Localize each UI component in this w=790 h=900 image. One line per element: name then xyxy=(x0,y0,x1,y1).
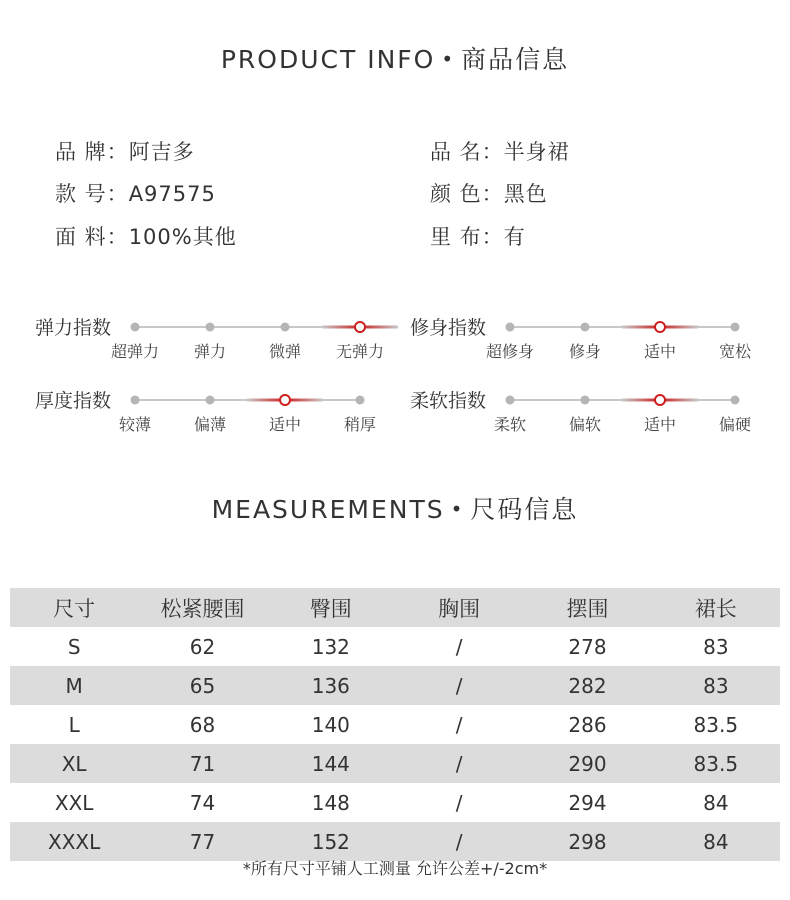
scale-tick-label: 修身 xyxy=(568,342,602,361)
cell-hip: 132 xyxy=(311,634,350,659)
info-brand xyxy=(55,136,195,166)
cell-size: XL xyxy=(10,744,138,783)
scale-tick-dot xyxy=(581,323,590,332)
info-style-number xyxy=(55,178,216,208)
cell-size: XXL xyxy=(54,790,94,815)
info-color xyxy=(430,178,548,208)
cell-chest: / xyxy=(395,822,523,861)
scale-softness xyxy=(410,386,790,436)
scale-label: 厚度指数 xyxy=(35,390,112,412)
scale-selected-marker xyxy=(280,395,290,405)
info-fabric xyxy=(55,221,237,251)
measurements-title-cn: 尺码信息 xyxy=(470,495,579,524)
scale-tick-label: 适中 xyxy=(268,415,302,434)
scale-tick-dot xyxy=(356,396,365,405)
product-info-title-en: PRODUCT INFO xyxy=(220,45,436,74)
header-hip: 臀围 xyxy=(267,588,395,627)
scale-tick-label: 较薄 xyxy=(118,415,152,434)
cell-waist: 71 xyxy=(138,744,266,783)
cell-hem: 286 xyxy=(568,712,607,737)
cell-hip: 152 xyxy=(267,822,395,861)
table-row xyxy=(10,666,780,705)
size-table xyxy=(10,588,780,861)
scale-label: 弹力指数 xyxy=(35,317,112,339)
measurement-note: *所有尺寸平铺人工测量 允许公差+/-2cm* xyxy=(242,859,548,878)
scale-thickness xyxy=(35,386,415,436)
info-product-name xyxy=(430,136,570,166)
cell-size: L xyxy=(68,712,80,737)
cell-hip: 140 xyxy=(311,712,350,737)
info-label: 款 号： xyxy=(55,182,129,206)
info-value: 100%其他 xyxy=(128,225,237,249)
scale-selected-marker xyxy=(655,322,665,332)
cell-hip: 136 xyxy=(267,666,395,705)
scale-tick-dot xyxy=(206,396,215,405)
cell-hem: 282 xyxy=(523,666,651,705)
info-label: 品 名： xyxy=(430,140,504,164)
scale-tick-label: 柔软 xyxy=(493,415,527,434)
cell-waist: 62 xyxy=(189,634,216,659)
cell-waist: 68 xyxy=(189,712,216,737)
info-value: 阿吉多 xyxy=(128,140,195,164)
cell-hem: 278 xyxy=(568,634,607,659)
info-lining xyxy=(430,221,526,251)
info-value: 有 xyxy=(503,225,526,249)
cell-length: 84 xyxy=(652,822,780,861)
measurements-title-en: MEASUREMENTS xyxy=(211,495,445,524)
cell-hem: 298 xyxy=(523,822,651,861)
scale-tick-dot xyxy=(731,323,740,332)
cell-size: M xyxy=(10,666,138,705)
scale-label: 柔软指数 xyxy=(410,390,487,412)
info-value: A97575 xyxy=(128,182,216,206)
table-row xyxy=(10,705,780,744)
measurements-title xyxy=(0,490,790,526)
cell-length: 83 xyxy=(703,634,729,659)
scale-tick-dot xyxy=(131,323,140,332)
cell-waist: 74 xyxy=(189,790,216,815)
scale-fit xyxy=(410,313,790,363)
cell-chest: / xyxy=(455,712,463,737)
title-separator: • xyxy=(450,497,465,521)
scale-tick-dot xyxy=(281,323,290,332)
cell-hem: 290 xyxy=(523,744,651,783)
scale-tick-dot xyxy=(206,323,215,332)
product-info-title xyxy=(0,40,790,76)
cell-chest: / xyxy=(395,744,523,783)
cell-length: 84 xyxy=(703,790,729,815)
scale-tick-dot xyxy=(581,396,590,405)
scale-label: 修身指数 xyxy=(410,317,487,339)
info-value: 半身裙 xyxy=(503,140,570,164)
scale-tick-label: 宽松 xyxy=(718,342,752,361)
scale-tick-label: 无弹力 xyxy=(335,342,385,361)
scale-tick-dot xyxy=(131,396,140,405)
table-row xyxy=(10,783,780,822)
scale-selected-marker xyxy=(355,322,365,332)
table-row xyxy=(10,744,780,783)
scale-tick-label: 适中 xyxy=(643,415,677,434)
title-separator: • xyxy=(441,47,456,71)
scale-tick-label: 稍厚 xyxy=(343,415,377,434)
cell-waist: 77 xyxy=(138,822,266,861)
info-label: 品 牌： xyxy=(55,140,129,164)
header-size: 尺寸 xyxy=(10,588,138,627)
table-header-row xyxy=(10,588,780,627)
info-label: 面 料： xyxy=(55,225,129,249)
scale-tick-dot xyxy=(506,323,515,332)
cell-size: XXXL xyxy=(10,822,138,861)
scale-selected-marker xyxy=(655,395,665,405)
scale-tick-label: 超弹力 xyxy=(110,342,160,361)
cell-length: 83.5 xyxy=(693,712,739,737)
header-chest: 胸围 xyxy=(395,588,523,627)
table-row xyxy=(10,627,780,666)
scale-tick-label: 偏薄 xyxy=(193,415,227,434)
cell-hem: 294 xyxy=(568,790,607,815)
cell-length: 83.5 xyxy=(652,744,780,783)
cell-length: 83 xyxy=(652,666,780,705)
info-label: 颜 色： xyxy=(430,182,504,206)
info-label: 里 布： xyxy=(430,225,504,249)
scale-tick-label: 适中 xyxy=(643,342,677,361)
cell-hip: 148 xyxy=(311,790,350,815)
cell-chest: / xyxy=(455,634,463,659)
scale-tick-label: 偏软 xyxy=(568,415,602,434)
scale-tick-dot xyxy=(731,396,740,405)
scale-tick-dot xyxy=(506,396,515,405)
cell-chest: / xyxy=(455,790,463,815)
scale-tick-label: 弹力 xyxy=(193,342,227,361)
info-value: 黑色 xyxy=(503,182,548,206)
cell-hip: 144 xyxy=(267,744,395,783)
product-info-title-cn: 商品信息 xyxy=(461,45,570,74)
header-waist: 松紧腰围 xyxy=(138,588,266,627)
scale-elasticity xyxy=(35,313,415,363)
cell-waist: 65 xyxy=(138,666,266,705)
header-length: 裙长 xyxy=(652,588,780,627)
scale-tick-label: 偏硬 xyxy=(718,415,752,434)
header-hem: 摆围 xyxy=(523,588,651,627)
cell-size: S xyxy=(67,634,81,659)
cell-chest: / xyxy=(395,666,523,705)
scale-tick-label: 微弹 xyxy=(268,342,302,361)
scale-tick-label: 超修身 xyxy=(485,342,535,361)
